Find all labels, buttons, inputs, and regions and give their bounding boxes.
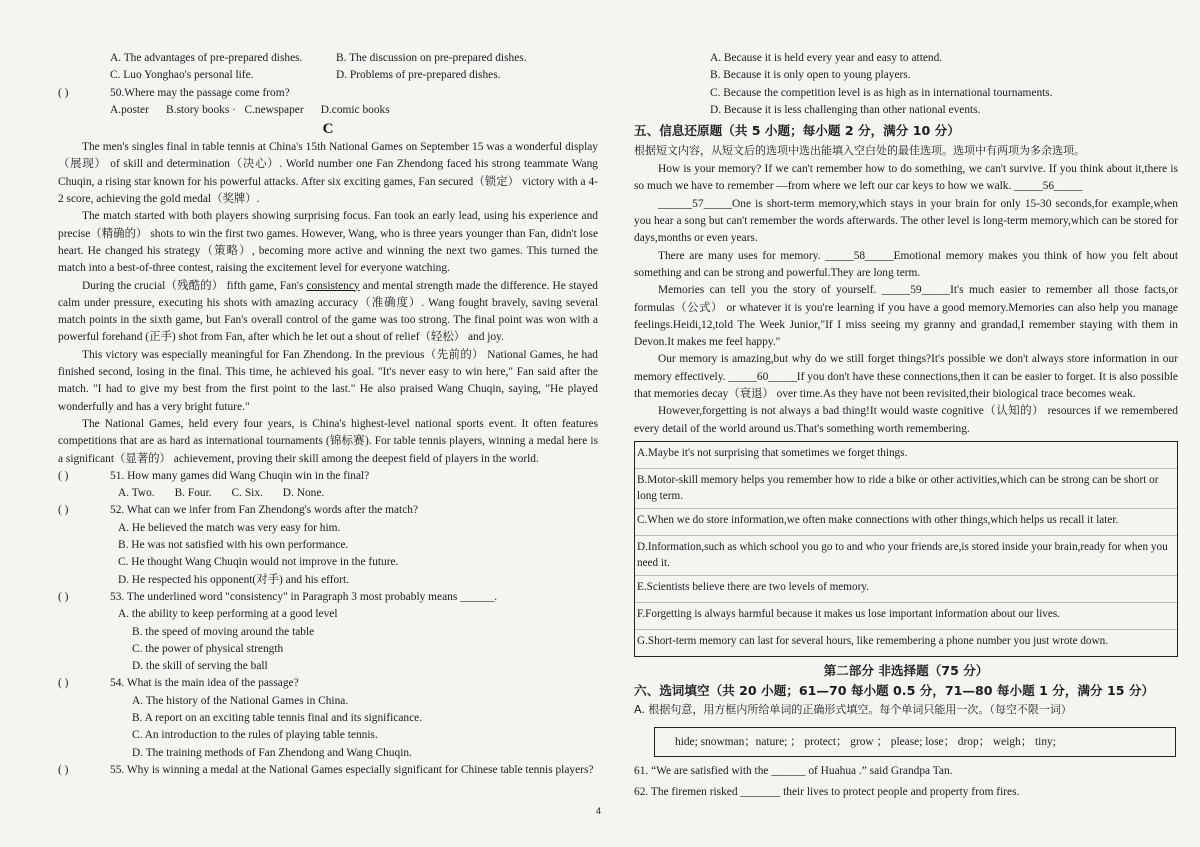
- q54-question: 54. What is the main idea of the passage?: [110, 677, 299, 690]
- memory-paragraph-1: How is your memory? If we can't remember how to do something, we can't survive. If you think about it,there is so much we have to remember —from where we left our car keys to how we walk. _____56_____: [634, 163, 1178, 193]
- q55-stem: [58, 762, 598, 779]
- underlined-word-consistency: consistency: [306, 279, 360, 292]
- memory-paragraph-5: Our memory is amazing,but why do we still forget things?It's possible we don't always store information in our memory effectively. _____60_____If you don't have these connections,then it can be easier to forget. It is also possible that memories decay（衰退） over time.As they have not been revisited,their biological trace becomes weak.: [634, 353, 1178, 401]
- q49-option-a[interactable]: A. The advantages of pre-prepared dishes.: [110, 52, 303, 64]
- passage-c-paragraph-5: The National Games, held every four years, is China's highest-level national sports event. It often features competitions that are as hard as international tournaments (锦标赛). For table tennis players, winning a medal here is a significant（显著的） achievement, proving their skill among the deepest field of players in the world.: [58, 417, 598, 465]
- box-option-a[interactable]: A.Maybe it's not surprising that sometimes we forget things.: [635, 442, 1177, 469]
- section-6-instruction-a: A. 根据句意，用方框内所给单词的正确形式填空。每个单词只能用一次。（每空不限一词）: [634, 702, 1072, 716]
- q52-stem: [58, 502, 598, 519]
- q53-option-a[interactable]: A. the ability to keep performing at a good level: [118, 608, 338, 621]
- section-5-title: 五、信息还原题（共 5 小题；每小题 2 分，满分 10 分）: [634, 123, 960, 139]
- q55-question: 55. Why is winning a medal at the National Games especially significant for Chinese table tennis players?: [110, 763, 594, 776]
- p3-after: and mental strength made the difference. He stayed calm under pressure, executing his shots with amazing accuracy（准确度）. Wang fought bravely, saving several match points in the sixth game, but Fan's overall control of the game was too strong. The final point was won with a powerful forehand (正手) shot from Fan, after which he let out a shout of relief（轻松） and joy.: [58, 279, 598, 344]
- q50-question: 50.Where may the passage come from?: [110, 86, 290, 99]
- q55-answer-paren[interactable]: ( ): [58, 763, 69, 776]
- q53-option-c[interactable]: C. the power of physical strength: [132, 642, 284, 655]
- q49-option-c[interactable]: C. Luo Yonghao's personal life.: [110, 69, 254, 82]
- passage-c-paragraph-1: The men's singles final in table tennis at China's 15th National Games on September 15 was a wonderful display（展现） of skill and determination（决心）. World number one Fan Zhendong faced his strong teammate Wang Chuqin, a rising star known for his powerful attacks. After six exciting games, Fan secured（锁定） victory with a 4-2 score, achieving the gold medal（奖牌）.: [58, 141, 598, 206]
- options-box: [634, 441, 1178, 657]
- q62[interactable]: 62. The firemen risked _______ their lives to protect people and property from fires.: [634, 785, 1020, 798]
- q52-option-d[interactable]: D. He respected his opponent(对手) and his effort.: [118, 573, 350, 586]
- q52-option-a[interactable]: A. He believed the match was very easy for him.: [118, 521, 341, 534]
- q53-question: 53. The underlined word "consistency" in Paragraph 3 most probably means ______.: [110, 590, 498, 603]
- q54-option-d[interactable]: D. The training methods of Fan Zhendong and Wang Chuqin.: [132, 746, 412, 759]
- q49-option-b[interactable]: B. The discussion on pre-prepared dishes.: [336, 52, 527, 64]
- q49-options-row2: [58, 67, 598, 84]
- section-5-instructions: 根据短文内容，从短文后的选项中选出能填入空白处的最佳选项。选项中有两项为多余选项。: [634, 144, 1085, 158]
- memory-paragraph-4: Memories can tell you the story of yourself. _____59_____It's much easier to remember all those facts,or formulas（公式） or whatever it is you're learning if you have a good memory.Memories can also help you manage feelings.Heidi,12,told The Week Junior,"If I miss seeing my granny and grandad,I remember staying with them in Devon.It makes me feel happy.": [634, 284, 1178, 349]
- q55-option-c[interactable]: C. Because the competition level is as high as in international tournaments.: [710, 86, 1053, 99]
- q54-option-a[interactable]: A. The history of the National Games in China.: [132, 694, 349, 707]
- passage-c-heading: C: [322, 121, 334, 138]
- q51-question: 51. How many games did Wang Chuqin win in the final?: [110, 469, 370, 482]
- p3-before: During the crucial（残酷的） fifth game, Fan's: [82, 279, 307, 292]
- memory-paragraph-6: However,forgetting is not always a bad thing!It would waste cognitive（认知的） resources if we remembered every detail of the world around us.That's something worth remembering.: [634, 405, 1178, 435]
- box-option-e[interactable]: E.Scientists believe there are two levels of memory.: [635, 576, 1177, 603]
- box-option-d[interactable]: D.Information,such as which school you go to and who your friends are,is stored inside your brain,ready for when you need it.: [635, 536, 1177, 576]
- left-column: [58, 50, 598, 779]
- passage-c-paragraph-3: [58, 278, 598, 347]
- passage-c-paragraph-4: This victory was especially meaningful for Fan Zhendong. In the previous（先前的） National Games, he had finished second, losing in the final. This time, he achieved his goal. "It's never easy to win here," Fan said after the match. "I had to give my best from the first point to the last." He also praised Wang Chuqin, saying, "He played wonderfully and has a very bright future.": [58, 348, 598, 413]
- q54-stem: [58, 675, 598, 692]
- q54-option-b[interactable]: B. A report on an exciting table tennis final and its significance.: [132, 711, 423, 724]
- box-option-b[interactable]: B.Motor-skill memory helps you remember how to ride a bike or other activities,which can be strong can be short or long term.: [635, 469, 1177, 509]
- box-option-g[interactable]: G.Short-term memory can last for several hours, like remembering a phone number you just wrote down.: [637, 634, 1108, 647]
- q55-option-d[interactable]: D. Because it is less challenging than other national events.: [710, 103, 981, 116]
- passage-c-paragraph-2: The match started with both players showing surprising focus. Fan took an early lead, using his experience and precise（精确的） shots to win the first two games. However, Wang, who is three years younger than Fan, didn't lose heart. He changed his strategy（策略）, becoming more active and winning the next two games. This turned the match into a best-of-three contest, raising the excitement level for everyone watching.: [58, 210, 598, 275]
- q51-options[interactable]: A. Two. B. Four. C. Six. D. None.: [118, 487, 325, 500]
- right-column: [634, 50, 1178, 801]
- part-2-title: 第二部分 非选择题（75 分）: [823, 662, 989, 678]
- memory-paragraph-2: ______57_____One is short-term memory,which stays in your brain for only 15-30 seconds,for example,when you hear a song but can't remember the words afterwards. The other level is long-term memory,which can be stored for days,months or even years.: [634, 197, 1178, 245]
- q61[interactable]: 61. “We are satisfied with the ______ of Huahua .” said Grandpa Tan.: [634, 764, 953, 777]
- q54-option-c[interactable]: C. An introduction to the rules of playing table tennis.: [132, 729, 378, 742]
- q50-options[interactable]: A.poster B.story books · C.newspaper D.comic books: [110, 103, 390, 116]
- q50-stem: [58, 85, 598, 102]
- q55-option-a[interactable]: A. Because it is held every year and easy to attend.: [710, 52, 943, 64]
- q53-option-b[interactable]: B. the speed of moving around the table: [132, 625, 315, 638]
- box-option-c[interactable]: C.When we do store information,we often make connections with other things,which helps us recall it later.: [635, 509, 1177, 536]
- page-number: 4: [596, 806, 602, 816]
- word-bank-box: hide; snowman；nature; ； protect； grow ； please; lose； drop； weigh； tiny;: [654, 727, 1176, 757]
- q54-answer-paren[interactable]: ( ): [58, 677, 69, 690]
- q53-answer-paren[interactable]: ( ): [58, 590, 69, 603]
- q53-stem: [58, 589, 598, 606]
- q52-question: 52. What can we infer from Fan Zhendong's words after the match?: [110, 504, 419, 517]
- box-option-f[interactable]: F.Forgetting is always harmful because it makes us lose important information about our lives.: [635, 603, 1177, 630]
- q52-option-c[interactable]: C. He thought Wang Chuqin would not improve in the future.: [118, 556, 399, 569]
- q55-option-b[interactable]: B. Because it is only open to young players.: [710, 69, 911, 82]
- section-6-title: 六、选词填空（共 20 小题；61—70 每小题 0.5 分，71—80 每小题 1 分，满分 15 分）: [634, 682, 1155, 698]
- q53-option-d[interactable]: D. the skill of serving the ball: [132, 660, 268, 673]
- q49-option-d[interactable]: D. Problems of pre-prepared dishes.: [336, 69, 501, 82]
- q51-stem: [58, 468, 598, 485]
- q49-options-row1: [58, 50, 598, 67]
- q52-answer-paren[interactable]: ( ): [58, 504, 69, 517]
- q51-answer-paren[interactable]: ( ): [58, 469, 69, 482]
- q50-answer-paren[interactable]: ( ): [58, 86, 69, 99]
- memory-paragraph-3: There are many uses for memory. _____58_____Emotional memory makes you think of how you felt about something and can be strong and powerful.They are long term.: [634, 249, 1178, 279]
- q52-option-b[interactable]: B. He was not satisfied with his own performance.: [118, 539, 349, 552]
